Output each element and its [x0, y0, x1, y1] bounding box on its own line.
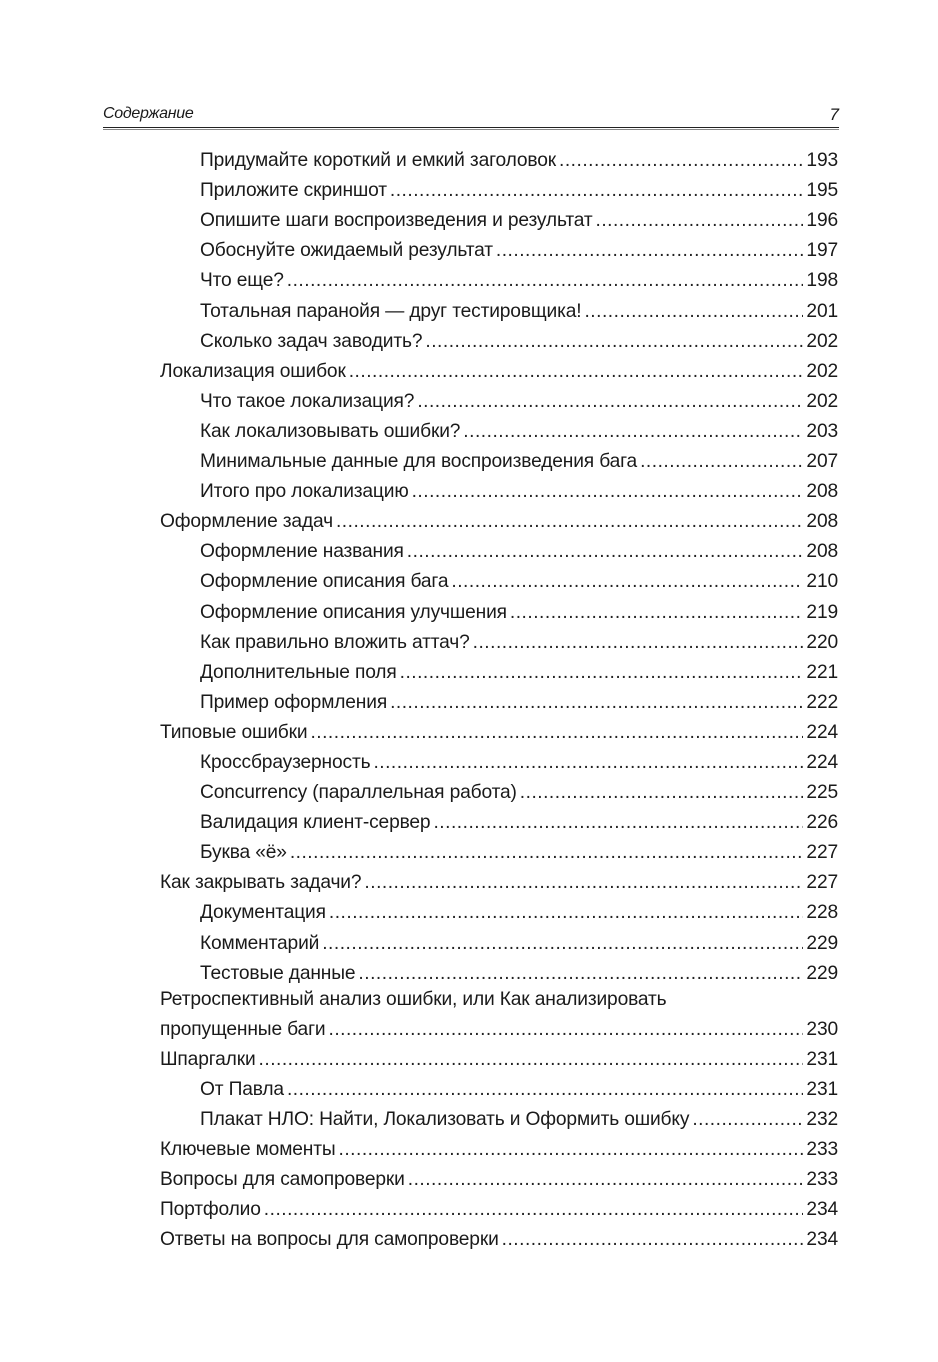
dot-leader [358, 963, 803, 985]
toc-entry-title: Вопросы для самопроверки [160, 1169, 405, 1191]
toc-entry-title: Придумайте короткий и емкий заголовок [200, 150, 557, 172]
toc-entry-page-number: 231 [806, 1078, 838, 1100]
toc-entry[interactable] [0, 1135, 938, 1165]
page-number: 7 [829, 105, 839, 124]
toc-entry-line [200, 180, 838, 206]
toc-entry-page-number: 210 [806, 571, 838, 593]
toc-entry-page-number: 208 [806, 481, 838, 503]
toc-entry-title: Тотальная паранойя — друг тестировщика! [200, 300, 582, 322]
toc-entry-title: Кроссбраузерность [200, 751, 371, 773]
toc-entry-line [200, 1109, 838, 1135]
dot-leader [264, 1199, 804, 1221]
dot-leader [510, 602, 804, 624]
running-header [103, 103, 839, 129]
toc-entry-line [160, 361, 838, 387]
toc-entry-page-number: 207 [806, 451, 838, 473]
toc-entry[interactable] [0, 567, 938, 597]
toc-entry[interactable] [0, 507, 938, 537]
toc-entry[interactable] [0, 447, 938, 477]
dot-leader [520, 782, 804, 804]
toc-entry-title: Итого про локализацию [200, 481, 409, 503]
toc-entry-title: Как правильно вложить аттач? [200, 631, 470, 653]
toc-entry-title: Локализация ошибок [160, 360, 346, 382]
toc-entry[interactable] [0, 658, 938, 688]
toc-entry-line [160, 872, 838, 898]
toc-entry[interactable] [0, 597, 938, 627]
toc-entry-page-number: 227 [806, 842, 838, 864]
toc-entry-line [160, 1199, 838, 1225]
dot-leader [595, 210, 803, 232]
toc-entry[interactable] [0, 778, 938, 808]
toc-entry-line [200, 902, 838, 928]
dot-leader [451, 571, 803, 593]
toc-entry-page-number: 208 [806, 541, 838, 563]
toc-entry[interactable] [0, 989, 938, 1045]
toc-entry-line [200, 782, 838, 808]
running-header-title: Содержание [103, 105, 194, 122]
dot-leader [584, 301, 803, 323]
toc-entry-title: Что такое локализация? [200, 390, 415, 412]
dot-leader [433, 812, 803, 834]
toc-entry-title: Дополнительные поля [200, 661, 397, 683]
toc-entry-title: Типовые ошибки [160, 721, 308, 743]
toc-entry-page-number: 229 [806, 932, 838, 954]
toc-entry-title: Оформление задач [160, 511, 333, 533]
toc-entry-line [160, 1169, 838, 1195]
toc-entry[interactable] [0, 176, 938, 206]
toc-entry-line [160, 722, 838, 748]
toc-entry-line [200, 301, 838, 327]
toc-entry-title: Портфолио [160, 1199, 261, 1221]
toc-entry-title: Опишите шаги воспроизведения и результат [200, 210, 593, 232]
toc-entry-line [200, 812, 838, 838]
toc-entry[interactable] [0, 146, 938, 176]
toc-entry[interactable] [0, 266, 938, 296]
toc-entry-page-number: 208 [806, 511, 838, 533]
toc-entry[interactable] [0, 537, 938, 567]
toc-entry[interactable] [0, 1045, 938, 1075]
toc-entry-title: Оформление описания улучшения [200, 601, 507, 623]
dot-leader [502, 1229, 804, 1251]
toc-entry-line [160, 1019, 838, 1045]
toc-entry-page-number: 233 [806, 1169, 838, 1191]
toc-entry-line [200, 541, 838, 567]
dot-leader [259, 1049, 804, 1071]
toc-entry-title: Что еще? [200, 270, 284, 292]
toc-entry[interactable] [0, 1195, 938, 1225]
dot-leader [640, 451, 803, 473]
toc-entry[interactable] [0, 1075, 938, 1105]
toc-entry[interactable] [0, 387, 938, 417]
toc-entry-page-number: 202 [806, 330, 838, 352]
dot-leader [290, 842, 804, 864]
toc-entry-line [200, 451, 838, 477]
toc-entry-line [200, 963, 838, 989]
dot-leader [364, 872, 803, 894]
dot-leader [373, 752, 803, 774]
toc-entry-line [200, 933, 838, 959]
dot-leader [407, 541, 804, 563]
toc-entry-title: Сколько задач заводить? [200, 330, 423, 352]
toc-entry-title: Обоснуйте ожидаемый результат [200, 240, 493, 262]
toc-entry-line [200, 602, 838, 628]
toc-entry-line [160, 1229, 838, 1255]
toc-entry[interactable] [0, 477, 938, 507]
toc-entry-title: Тестовые данные [200, 962, 356, 984]
toc-entry-page-number: 225 [806, 782, 838, 804]
toc-entry[interactable] [0, 1225, 938, 1255]
dot-leader [400, 662, 804, 684]
toc-entry-title: Пример оформления [200, 691, 388, 713]
toc-entry-page-number: 201 [806, 300, 838, 322]
toc-entry-page-number: 219 [806, 601, 838, 623]
toc-entry-page-number: 202 [806, 390, 838, 412]
toc-entry-title-line1: Ретроспективный анализ ошибки, или Как анализировать [160, 988, 667, 1010]
toc-entry[interactable] [0, 688, 938, 718]
toc-entry[interactable] [0, 206, 938, 236]
toc-entry-page-number: 198 [806, 270, 838, 292]
toc-entry[interactable] [0, 838, 938, 868]
toc-entry-line [200, 421, 838, 447]
dot-leader [496, 240, 804, 262]
toc-entry-page-number: 233 [806, 1139, 838, 1160]
toc-entry-title: Приложите скриншот [200, 180, 387, 202]
toc-entry[interactable] [0, 327, 938, 357]
toc-entry-line [200, 692, 838, 718]
toc-entry[interactable] [0, 748, 938, 778]
toc-entry-line [200, 752, 838, 778]
header-rule [103, 127, 839, 128]
dot-leader [322, 933, 803, 955]
toc-entry-page-number: 228 [806, 902, 838, 924]
dot-leader [473, 632, 804, 654]
table-of-contents [0, 146, 938, 1255]
toc-entry-page-number: 234 [806, 1199, 838, 1221]
dot-leader [339, 1139, 804, 1161]
toc-entry-page-number: 231 [806, 1048, 838, 1070]
toc-entry-page-number: 202 [806, 360, 838, 382]
dot-leader [287, 270, 804, 292]
toc-entry-page-number: 220 [806, 631, 838, 653]
dot-leader [336, 511, 803, 533]
toc-entry-page-number: 203 [806, 420, 838, 442]
toc-entry[interactable] [0, 959, 938, 989]
toc-entry[interactable] [0, 718, 938, 748]
toc-entry-title: Как закрывать задачи? [160, 872, 362, 894]
toc-entry-page-number: 224 [806, 721, 838, 743]
toc-entry-page-number: 222 [806, 691, 838, 713]
toc-entry-page-number: 195 [806, 180, 838, 202]
toc-entry-title: Ответы на вопросы для самопроверки [160, 1229, 499, 1251]
dot-leader [463, 421, 803, 443]
toc-entry-line [200, 1079, 838, 1105]
dot-leader [287, 1079, 803, 1101]
toc-entry-line [200, 632, 838, 658]
toc-entry-page-number: 227 [806, 872, 838, 894]
toc-entry-title: Оформление названия [200, 541, 404, 563]
toc-entry-page-number: 230 [806, 1018, 838, 1040]
dot-leader [310, 722, 803, 744]
toc-entry-title: От Павла [200, 1078, 284, 1100]
dot-leader [390, 180, 804, 202]
dot-leader [390, 692, 803, 714]
toc-entry-title: Документация [200, 902, 326, 924]
toc-entry[interactable] [0, 417, 938, 447]
toc-entry-title: Оформление описания бага [200, 571, 449, 593]
toc-entry[interactable] [0, 628, 938, 658]
toc-entry-title: Concurrency (параллельная работа) [200, 782, 517, 804]
dot-leader [412, 481, 804, 503]
toc-entry-title: Плакат НЛО: Найти, Локализовать и Оформить ошибку [200, 1108, 690, 1130]
toc-entry-line [200, 150, 838, 176]
toc-entry-page-number: 229 [806, 962, 838, 984]
toc-entry-line [200, 571, 838, 597]
dot-leader [692, 1109, 803, 1131]
toc-entry-title: Как локализовывать ошибки? [200, 420, 461, 442]
toc-entry-title: Шпаргалки [160, 1048, 256, 1070]
toc-entry-line [160, 1139, 838, 1165]
toc-entry[interactable] [0, 1105, 938, 1135]
toc-entry-page-number: 221 [806, 661, 838, 683]
dot-leader [349, 361, 804, 383]
toc-entry-line [160, 1049, 838, 1075]
toc-entry-title: Минимальные данные для воспроизведения бага [200, 451, 638, 473]
dot-leader [417, 391, 803, 413]
toc-entry[interactable] [0, 898, 938, 928]
toc-entry[interactable] [0, 1165, 938, 1195]
toc-entry-line [200, 240, 838, 266]
toc-entry-line [200, 210, 838, 236]
toc-entry-line [160, 511, 838, 537]
toc-entry[interactable] [0, 808, 938, 838]
toc-entry-line [200, 481, 838, 507]
dot-leader [329, 902, 804, 924]
toc-entry-title: пропущенные баги [160, 1018, 326, 1040]
toc-entry-line [200, 331, 838, 357]
toc-entry-title: Буква «ё» [200, 842, 287, 864]
toc-entry-page-number: 226 [806, 812, 838, 834]
dot-leader [408, 1169, 804, 1191]
toc-entry-page-number: 196 [806, 210, 838, 232]
toc-entry-page-number: 234 [806, 1229, 838, 1251]
dot-leader [425, 331, 803, 353]
toc-entry[interactable] [0, 236, 938, 266]
toc-entry-line [200, 270, 838, 296]
toc-entry-title: Комментарий [200, 932, 320, 954]
toc-entry-page-number: 197 [806, 240, 838, 262]
toc-entry-line [200, 842, 838, 868]
dot-leader [328, 1019, 803, 1041]
toc-entry[interactable] [0, 296, 938, 326]
toc-entry[interactable] [0, 868, 938, 898]
toc-entry[interactable] [0, 357, 938, 387]
toc-entry-page-number: 193 [806, 150, 838, 172]
toc-entry-title: Ключевые моменты [160, 1139, 336, 1160]
toc-entry-line [200, 391, 838, 417]
header-rule-secondary [103, 129, 839, 130]
toc-entry-page-number: 232 [806, 1108, 838, 1130]
toc-entry-line [200, 662, 838, 688]
dot-leader [559, 150, 803, 172]
toc-entry-page-number: 224 [806, 751, 838, 773]
toc-entry[interactable] [0, 928, 938, 958]
toc-entry-title: Валидация клиент-сервер [200, 812, 431, 834]
